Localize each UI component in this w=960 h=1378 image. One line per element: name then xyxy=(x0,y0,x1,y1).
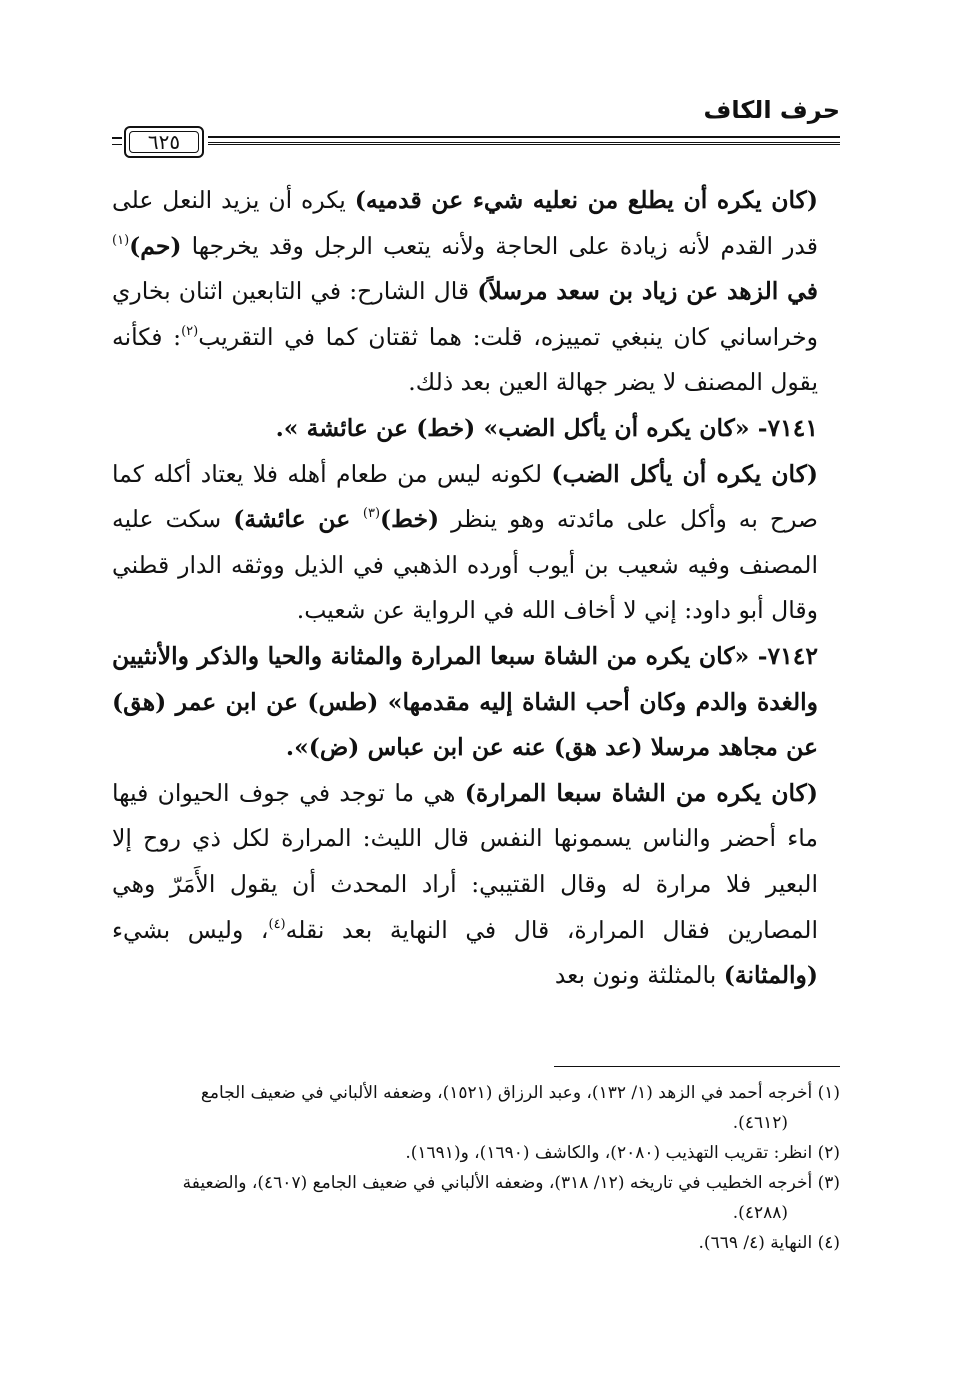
footnote-ref-3[interactable]: (٣) xyxy=(362,506,381,522)
footnote-ref-2[interactable]: (٢) xyxy=(181,323,199,339)
header-thin-rule xyxy=(208,144,840,145)
hadith-text: ٧١٤٢- «كان يكره من الشاة سبعا المرارة والمثانة والحيا والذكر والأنثيين والغدة والدم وكان أحب الشاة إليه مقدمها» (طس) عن ابن عمر (هق) عن مجاهد مرسلا (عد هق) عنه عن ابن عباس (ض)». xyxy=(112,641,818,762)
footnote-1: (١) أخرجه أحمد في الزهد (١/ ١٣٢)، وعبد الرزاق (١٥٢١)، وضعفه الألباني في ضعيف الجامع xyxy=(200,1083,840,1103)
running-head: حرف الكاف xyxy=(703,96,840,124)
hadith-text: ٧١٤١- «كان يكره أن يأكل الضب» (خط) عن عائشة ». xyxy=(275,413,818,442)
footnote-4: (٤) النهاية (٤/ ٦٦٩). xyxy=(698,1233,840,1253)
footnote-ref-4[interactable]: (٤) xyxy=(268,916,286,932)
footnote-3-continued: (٤٢٨٨). xyxy=(732,1203,788,1223)
source-code: (خط) xyxy=(380,505,440,534)
hadith-quote: (كان يكره أن يطلع من نعليه شيء عن قدميه) xyxy=(354,186,818,214)
hadith-heading-7142 xyxy=(112,634,840,771)
footnote-2: (٢) انظر: تقريب التهذيب (٢٠٨٠)، والكاشف (١٦٩٠)، و(١٦٩١). xyxy=(405,1143,840,1163)
commentary-paragraph-3 xyxy=(112,771,840,999)
commentary-text: : فكأنه يقول المصنف لا يضر جهالة العين بعد ذلك. xyxy=(112,322,818,397)
rule-end-tick xyxy=(112,137,122,139)
footnote-3: (٣) أخرجه الخطيب في تاريخه (١٢/ ٣١٨)، وضعفه الألباني في ضعيف الجامع (٤٦٠٧)، والضعيفة xyxy=(182,1173,840,1193)
commentary-paragraph-2 xyxy=(112,452,840,634)
page-number: ٦٢٥ xyxy=(124,126,204,158)
source-detail: عن عائشة) xyxy=(233,505,363,534)
header-rule xyxy=(112,126,840,156)
source-code: (حم) xyxy=(129,231,182,260)
commentary-text: لكونه ليس من طعام أهله فلا يعتاد أكله كما صرح به وأكل على مائدته وهو ينظر xyxy=(112,459,818,534)
hadith-quote: (كان يكره من الشاة سبعا المرارة) xyxy=(464,778,818,807)
commentary-text: قال الشارح: في التابعين اثنان بخاري وخراساني كان ينبغي تمييزه، قلت: هما ثقتان كما في التقريب xyxy=(112,277,818,351)
footnote-1-continued: (٤٦١٢). xyxy=(732,1113,788,1133)
commentary-text: سكت عليه المصنف وفيه شعيب بن أيوب أورده الذهبي في الذيل ووثقه الدار قطني وقال أبو داود: إني لا أخاف الله في الرواية عن شعيب. xyxy=(112,505,818,625)
footnote-separator xyxy=(554,1066,840,1067)
footnote-ref-1[interactable]: (١) xyxy=(112,232,130,248)
main-text xyxy=(112,178,840,999)
commentary-text: بالمثلثة ونون بعد xyxy=(554,961,724,990)
hadith-quote: (كان يكره أن يأكل الضب) xyxy=(551,459,819,488)
commentary-paragraph-1 xyxy=(112,178,840,406)
footnotes xyxy=(112,1078,840,1258)
rule-end-tick-lower xyxy=(112,144,122,145)
commentary-text: ، وليس بشيء xyxy=(112,915,269,944)
header-double-rule xyxy=(208,136,840,143)
source-detail: في الزهد عن زياد بن سعد مرسلاً) xyxy=(477,277,818,306)
commentary-text: هي ما توجد في جوف الحيوان فيها ماء أحضر والناس يسمونها النفس قال الليث: المرارة لكل ذي روح إلا البعير فلا مرارة له وقال القتيبي: أراد المحدث أن يقول الأَمَرّ وهي المصارين فقال المرارة، قال في النهاية بعد نقله xyxy=(112,778,818,944)
hadith-heading-7141 xyxy=(112,406,840,452)
commentary-text: يكره أن يزيد النعل على قدر القدم لأنه زيادة على الحاجة ولأنه يتعب الرجل وقد يخرجها xyxy=(112,186,818,260)
term-quote: (والمثانة) xyxy=(723,961,818,990)
